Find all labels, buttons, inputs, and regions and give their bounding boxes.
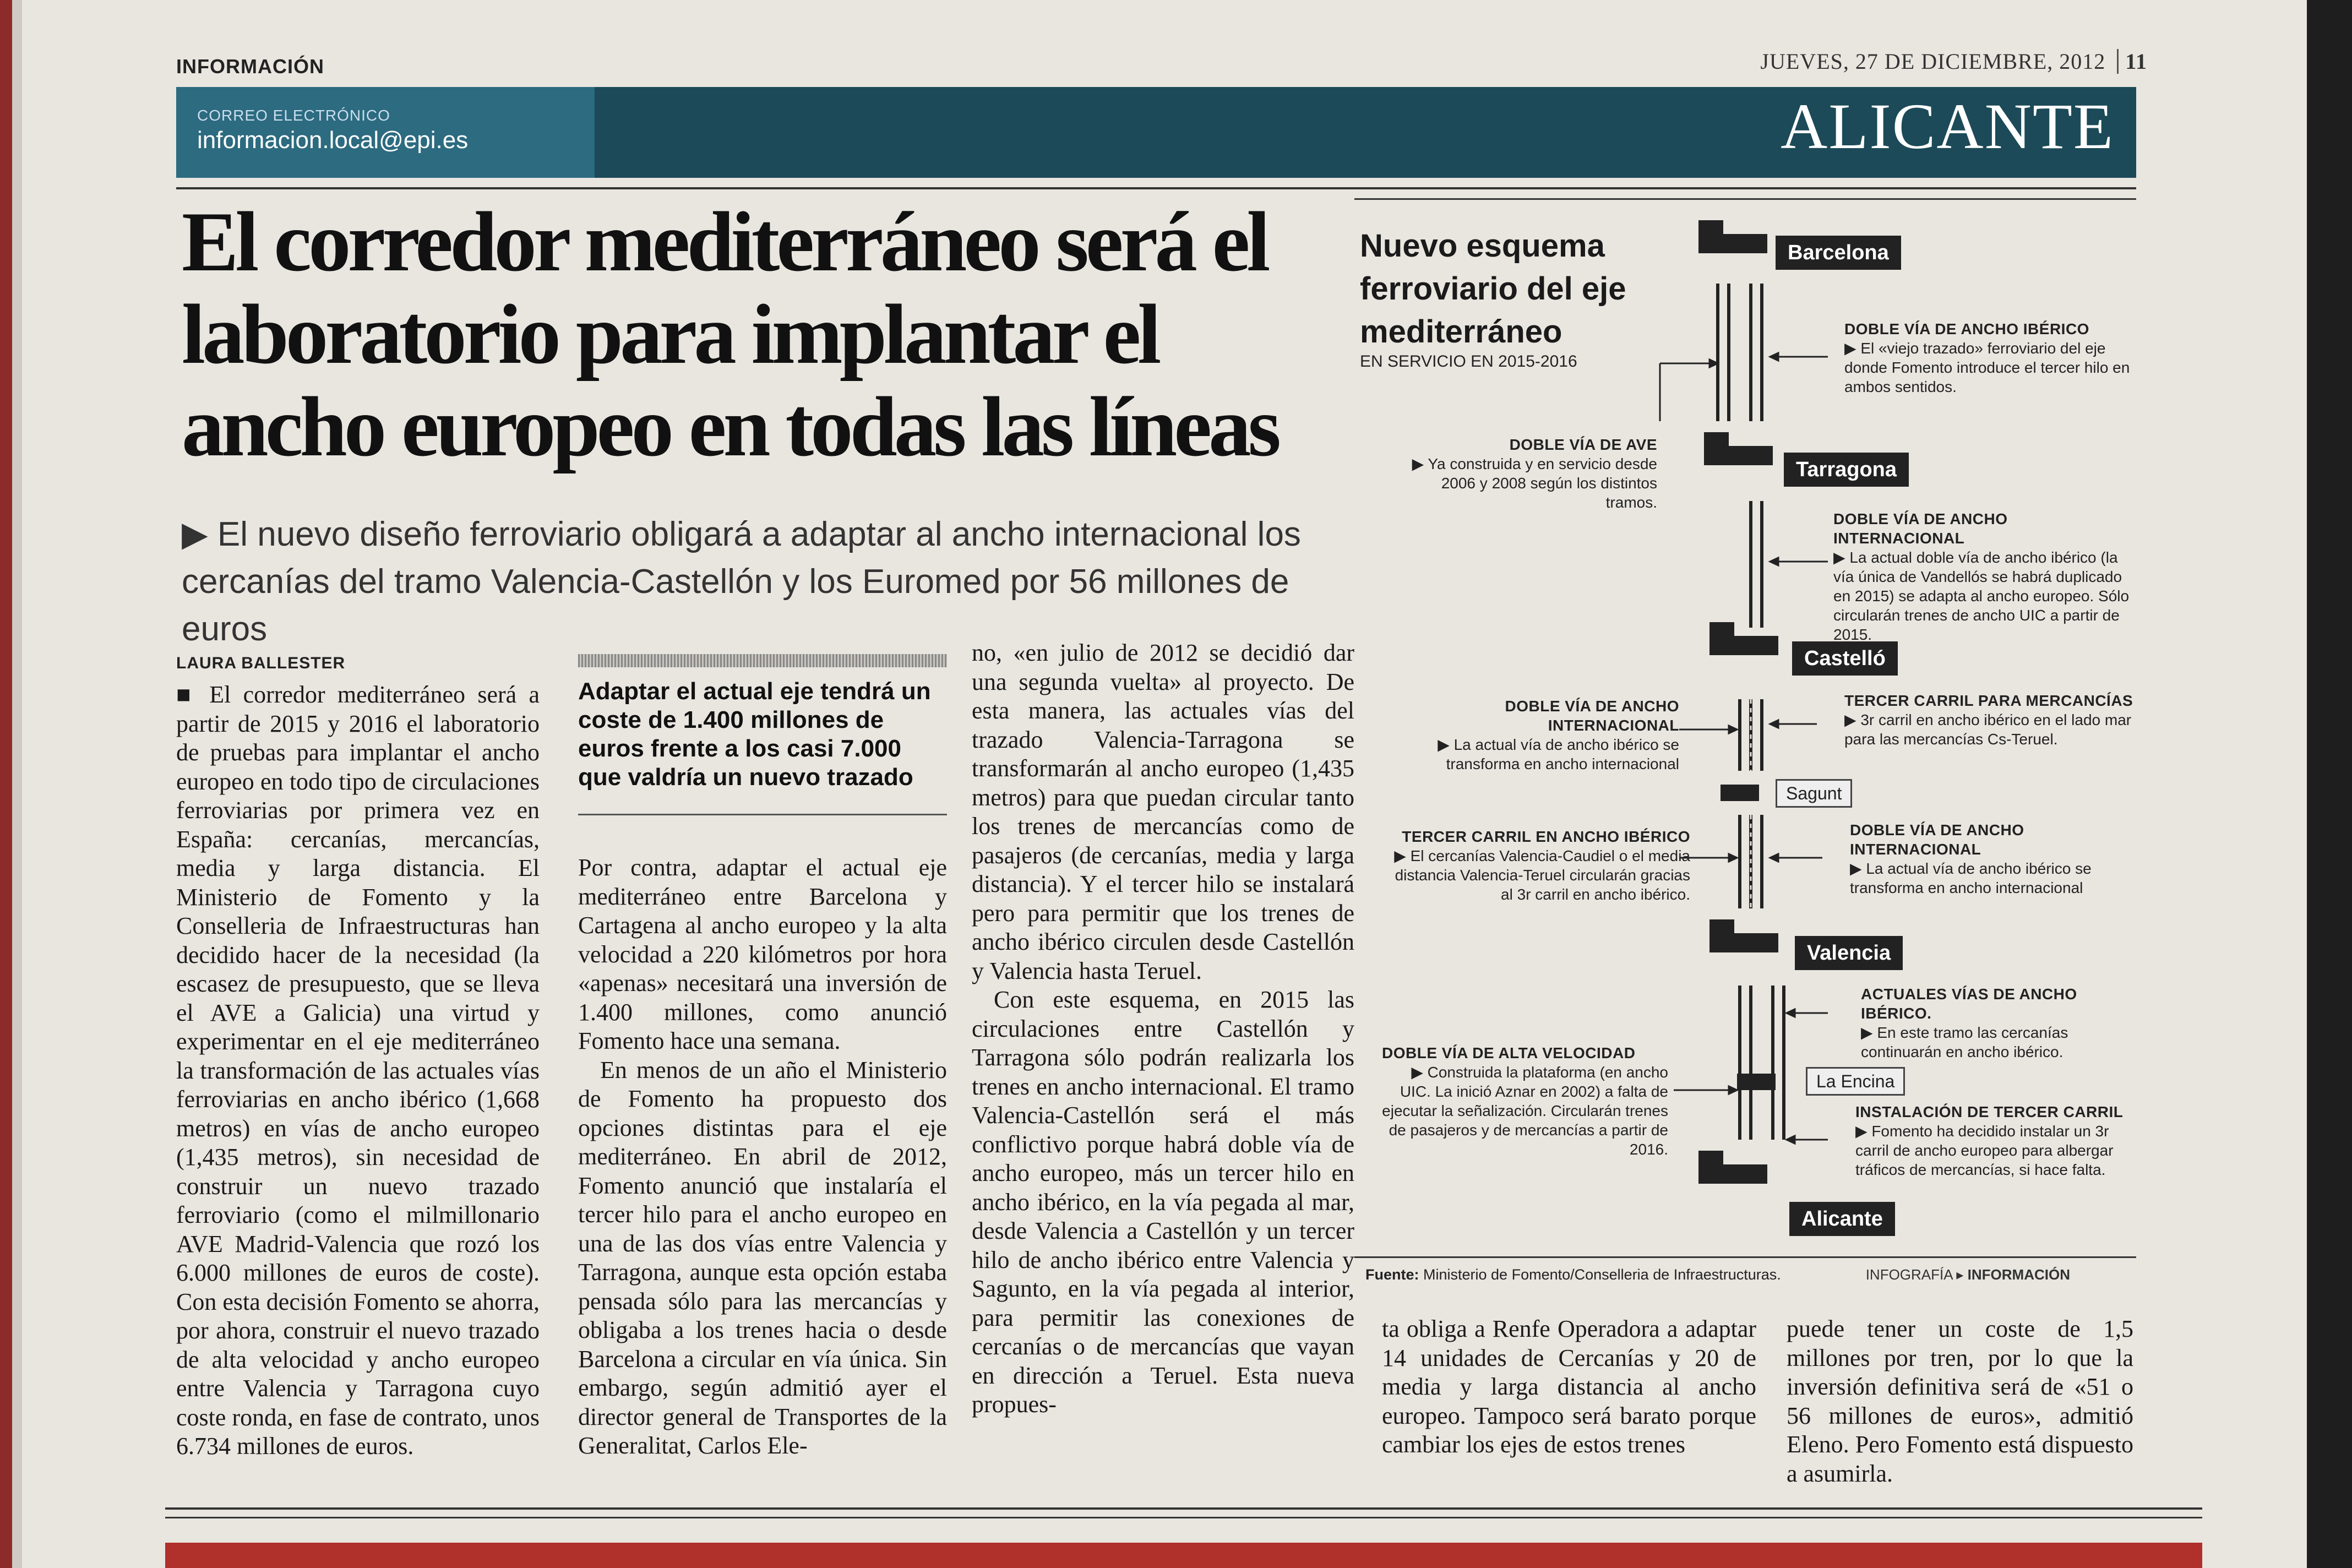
note-doble-iberico: DOBLE VÍA DE ANCHO IBÉRICO ▶ El «viejo trazado» ferroviario del eje donde Fomento introduce el tercer hilo en ambos sentidos. (1844, 320, 2130, 395)
page-number: 11 (2117, 49, 2147, 74)
col3-paragraph-1: no, «en julio de 2012 se decidió dar una segunda vuelta» al proyecto. De esta manera, las actuales vías del trazado Valencia-Tarragona se transformarán al ancho europeo (1,435 metros) para que puedan circular tanto los trenes de mercancías como de pasajeros (de cercanías, media y larga distancia). Y el tercer hilo se instalará pero para permitir que los trenes de ancho ibérico circulen desde Castellón y Valencia hasta Teruel. (972, 639, 1354, 984)
column-5 (1787, 1315, 2133, 1488)
infographic-subtitle: EN SERVICIO EN 2015-2016 (1360, 352, 1577, 371)
pullquote: Adaptar el actual eje tendrá un coste de 1.400 millones de euros frente a los casi 7.000 que valdría un nuevo trazado (578, 678, 931, 791)
top-rule (176, 187, 2136, 189)
byline: LAURA BALLESTER (176, 654, 346, 672)
infographic-top-rule (1354, 198, 2136, 200)
column-4 (1382, 1315, 1756, 1460)
note-doble-internacional-3: DOBLE VÍA DE ANCHO INTERNACIONAL ▶ La actual vía de ancho ibérico se transforma en ancho internacional (1850, 821, 2092, 896)
note-doble-internacional-2: DOBLE VÍA DE ANCHO INTERNACIONAL ▶ La actual vía de ancho ibérico se transforma en ancho internacional (1438, 698, 1679, 772)
col4-text: ta obliga a Renfe Operadora a adaptar 14 unidades de Cercanías y 20 de media y larga distancia al ancho europeo. Tampoco será barato porque cambiar los ejes de estos trenes (1382, 1315, 1756, 1458)
infographic-source: Fuente: Ministerio de Fomento/Conselleria de Infraestructuras. (1365, 1266, 1781, 1283)
halt-la-encina: La Encina (1806, 1067, 1905, 1096)
subhead-line-2: cercanías del tramo Valencia-Castellón y los Euromed por 56 millones de euros (182, 563, 1289, 648)
note-actuales-vias: ACTUALES VÍAS DE ANCHO IBÉRICO. ▶ En este tramo las cercanías continuarán en ancho ibérico. (1861, 986, 2077, 1060)
issue-date: JUEVES, 27 DE DICIEMBRE, 2012 (1760, 49, 2106, 74)
station-valencia: Valencia (1795, 936, 1903, 970)
headline-line-3: ancho europeo en todas las líneas (182, 379, 1278, 474)
bottom-rule-2 (165, 1517, 2202, 1518)
halt-sagunt: Sagunt (1776, 779, 1852, 808)
note-doble-ave: DOBLE VÍA DE AVE ▶ Ya construida y en servicio desde 2006 y 2008 según los distintos tramos. (1412, 436, 1657, 511)
section-band (176, 87, 2136, 178)
email-address: informacion.local@epi.es (197, 127, 469, 154)
infographic-bottom-rule (1354, 1256, 2136, 1258)
headline-line-2: laboratorio para implantar el (182, 287, 1158, 382)
note-tercer-carril-mercancias: TERCER CARRIL PARA MERCANCÍAS ▶ 3r carril en ancho ibérico en el lado mar para las mercancías Cs-Teruel. (1844, 692, 2133, 748)
station-tarragona: Tarragona (1784, 453, 1909, 487)
note-doble-internacional-1: DOBLE VÍA DE ANCHO INTERNACIONAL ▶ La actual doble vía de ancho ibérico (la vía única de Vandellós se habrá duplicado en 2015) se adapta al ancho europeo. Sólo circularán trenes de ancho UIC a partir de 2015. (1833, 510, 2130, 643)
headline-line-1: El corredor mediterráneo será el (182, 194, 1267, 289)
email-label: CORREO ELECTRÓNICO (197, 107, 390, 124)
background-edge (2307, 0, 2352, 1568)
note-tercer-carril-iberico: TERCER CARRIL EN ANCHO IBÉRICO ▶ El cercanías Valencia-Caudiel o el media distancia Valencia-Teruel circularán gracias al 3r carril en ancho ibérico. (1394, 828, 1690, 903)
column-2 (578, 853, 947, 1461)
infographic-credit: INFOGRAFÍA ▸ INFORMACIÓN (1865, 1266, 2070, 1283)
note-instalacion-tercer-carril: INSTALACIÓN DE TERCER CARRIL ▶ Fomento ha decidido instalar un 3r carril de ancho europeo para albergar tráficos de mercancías, si hace falta. (1855, 1103, 2124, 1178)
date-line (1760, 48, 2147, 74)
col2-paragraph-1: Por contra, adaptar el actual eje mediterráneo entre Barcelona y Cartagena al ancho europeo y la alta velocidad a 220 kilómetros por hora «apenas» necesitará una inversión de 1.400 millones, como anunció Fomento hace una semana. (578, 854, 947, 1054)
newspaper-page (22, 0, 2307, 1568)
station-barcelona: Barcelona (1776, 236, 1901, 270)
col3-paragraph-2: Con este esquema, en 2015 las circulaciones entre Castellón y Tarragona sólo podrán realizarla los trenes en ancho internacional. El tramo Valencia-Castellón será el más conflictivo porque habrá doble vía de ancho europeo, más un tercer hilo en ancho ibérico, en la vía pegada al mar, desde Valencia a Castellón y un tercer hilo de ancho ibérico entre Valencia y Sagunto, en la vía pegada al interior, para permitir las conexiones de cercanías o de mercancías que vayan en dirección a Teruel. Esta nueva propues- (972, 986, 1354, 1418)
infographic-title: Nuevo esquema ferroviario del eje mediterráneo (1360, 228, 1626, 350)
column-3 (972, 639, 1354, 1419)
previous-page-edge (0, 0, 12, 1568)
col5-text: puede tener un coste de 1,5 millones por tren, por lo que la inversión definitiva será de «51 o 56 millones de euros», admitió Eleno. Pero Fomento está dispuesto a asumirla. (1787, 1315, 2133, 1487)
city-title: ALICANTE (1781, 90, 2114, 162)
section-label: INFORMACIÓN (176, 55, 324, 78)
pullquote-bar (578, 654, 947, 667)
subheadline (182, 511, 1382, 653)
email-box (176, 87, 595, 178)
station-alicante: Alicante (1789, 1202, 1895, 1236)
headline (182, 195, 1393, 473)
column-1 (176, 680, 540, 1461)
bottom-ad-strip (165, 1543, 2202, 1568)
bottom-rule-1 (165, 1507, 2202, 1510)
note-alta-velocidad: DOBLE VÍA DE ALTA VELOCIDAD ▶ Construida la plataforma (en ancho UIC. La inició Aznar en 2002) a falta de ejecutar la señalización. Circularán trenes de pasajeros y de mercancías a partir de 2016. (1382, 1044, 1668, 1158)
col2-paragraph-2: En menos de un año el Ministerio de Fomento ha propuesto dos opciones distintas para el eje mediterráneo. En abril de 2012, Fomento anunció que instalaría el tercer hilo para el ancho europeo en una de las dos vías entre Valencia y Tarragona, aunque esta opción estaba pensada sólo para las mercancías y obligaba a los trenes hacia o desde Barcelona a circular en vía única. Sin embargo, según admitió ayer el director general de Transportes de la Generalitat, Carlos Ele- (578, 1056, 947, 1459)
pullquote-rule (578, 814, 947, 815)
col1-text: ■ El corredor mediterráneo será a partir de 2015 y 2016 el laboratorio de pruebas para implantar el ancho europeo en todo tipo de circulaciones ferroviarias por primera vez en España: cercanías, mercancías, media y larga distancia. El Ministerio de Fomento y la Conselleria de Infraestructuras han decidido hacer de la necesidad (la escasez de presupuesto, que se lleva el AVE a Galicia) una virtud y experimentar en el eje mediterráneo la transformación de las actuales vías ferroviarias en ancho ibérico (1,668 metros) en vías de ancho europeo (1,435 metros), sin necesidad de construir un nuevo trazado ferroviario (como el milmillonario AVE Madrid-Valencia que rozó los 6.000 millones de euros de coste). Con esta decisión Fomento se ahorra, por ahora, construir el nuevo trazado de alta velocidad y ancho europeo entre Valencia y Tarragona cuyo coste ronda, en fase de contrato, unos 6.734 millones de euros. (176, 681, 540, 1460)
station-castello: Castelló (1792, 641, 1898, 676)
subhead-line-1: ▶ El nuevo diseño ferroviario obligará a adaptar al ancho internacional los (182, 515, 1301, 553)
